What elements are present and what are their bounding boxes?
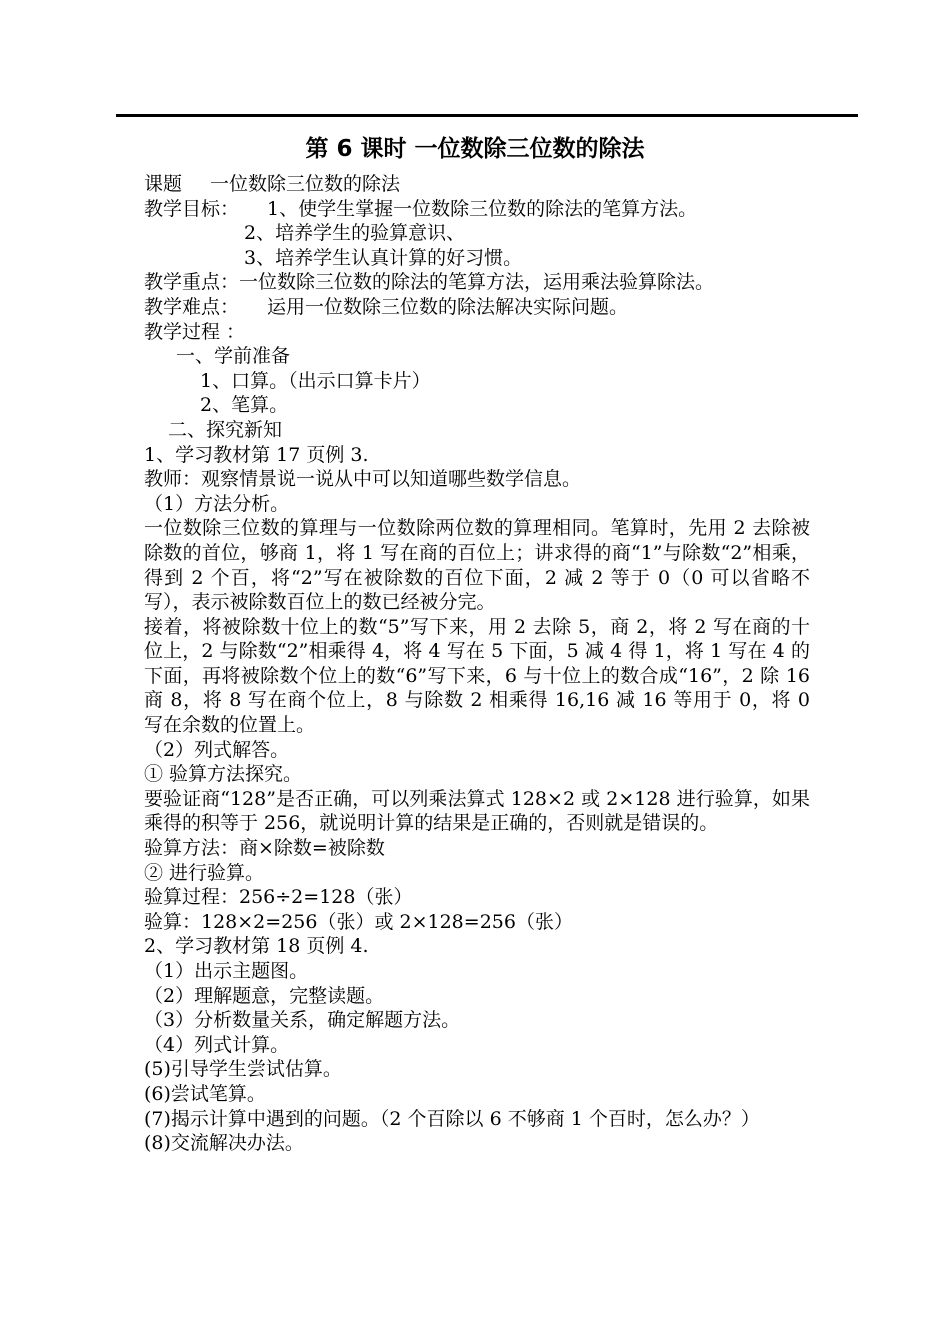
difficulty-line xyxy=(144,295,810,320)
key-point-label: 教学重点： xyxy=(144,271,240,294)
list-item: (7)揭示计算中遇到的问题。（2 个百除以 6 不够商 1 个百时，怎么办？） xyxy=(144,1107,760,1130)
objectives-line xyxy=(144,197,810,222)
course-line xyxy=(144,172,810,197)
header-rule xyxy=(116,114,858,117)
check-process-line: 验算过程：256÷2=128（张） xyxy=(144,886,413,909)
check-result-line: 验算：128×2=256（张）或 2×128=256（张） xyxy=(144,910,573,933)
list-item: 2、笔算。 xyxy=(200,394,289,417)
section-heading: 二、探究新知 xyxy=(168,418,283,441)
page-title: 第 6 课时 一位数除三位数的除法 xyxy=(305,136,645,162)
paragraph: 接着，将被除数十位上的数“5”写下来，用 2 去除 5，商 2，将 2 写在商的十位上，2 与除数“2”相乘得 4，将 4 写在 5 下面，5 减 4 得 1，将 1 写在 4 的下面，再将被除数个位上的数“6”写下来，6 与十位上的数合成“16”，2 除 16 商 8，将 8 写在商个位上，8 与除数 2 相乘得 16,16 减 16 等用于 0，将 0 写在余数的位置上。 xyxy=(144,615,810,737)
objective-item: 3、培养学生认真计算的好习惯。 xyxy=(244,246,523,269)
paragraph: 要验证商“128”是否正确，可以列乘法算式 128×2 或 2×128 进行验算，如果乘得的积等于 256，就说明计算的结果是正确的，否则就是错误的。 xyxy=(144,787,810,835)
list-item: （1）出示主题图。 xyxy=(144,960,309,982)
list-item: （3）分析数量关系，确定解题方法。 xyxy=(144,1009,461,1032)
list-item: (5)引导学生尝试估算。 xyxy=(144,1058,342,1081)
course-label: 课题 xyxy=(144,173,183,195)
section-heading: 一、学前准备 xyxy=(176,345,291,368)
paragraph: 一位数除三位数的算理与一位数除两位数的算理相同。笔算时，先用 2 去除被除数的首位，够商 1，将 1 写在商的百位上；讲求得的商“1”与除数“2”相乘，得到 2 个百，将“2”写在被除数的百位下面，2 减 2 等于 0（0 可以省略不写），表示被除数百位上的数已经被分完。 xyxy=(144,517,810,614)
list-item: (6)尝试笔算。 xyxy=(144,1082,266,1105)
list-item: (8)交流解决办法。 xyxy=(144,1132,304,1155)
difficulty-value: 运用一位数除三位数的除法解决实际问题。 xyxy=(267,295,629,318)
subheading: ② 进行验算。 xyxy=(144,861,265,884)
list-item: 1、口算。（出示口算卡片） xyxy=(200,369,431,392)
list-item: （2）理解题意，完整读题。 xyxy=(144,984,385,1007)
objective-item: 1、使学生掌握一位数除三位数的除法的笔算方法。 xyxy=(267,197,698,220)
key-point-line xyxy=(144,270,810,295)
example-heading: 2、学习教材第 18 页例 4. xyxy=(144,935,369,958)
example-heading: 1、学习教材第 17 页例 3. xyxy=(144,443,369,466)
objectives-label: 教学目标： xyxy=(144,197,240,220)
key-point-value: 一位数除三位数的除法的笔算方法，运用乘法验算除法。 xyxy=(239,271,715,294)
lesson-body xyxy=(144,172,810,1156)
objective-item: 2、培养学生的验算意识、 xyxy=(244,222,466,245)
process-label: 教学过程 ： xyxy=(144,320,246,343)
teacher-line: 教师：观察情景说一说从中可以知道哪些数学信息。 xyxy=(144,468,582,491)
subheading: （1）方法分析。 xyxy=(144,492,290,515)
subheading: ① 验算方法探究。 xyxy=(144,763,303,786)
subheading: （2）列式解答。 xyxy=(144,738,290,761)
difficulty-label: 教学难点： xyxy=(144,295,240,318)
check-method-line: 验算方法：商×除数=被除数 xyxy=(144,837,385,860)
list-item: （4）列式计算。 xyxy=(144,1033,290,1056)
course-value: 一位数除三位数的除法 xyxy=(210,173,401,195)
